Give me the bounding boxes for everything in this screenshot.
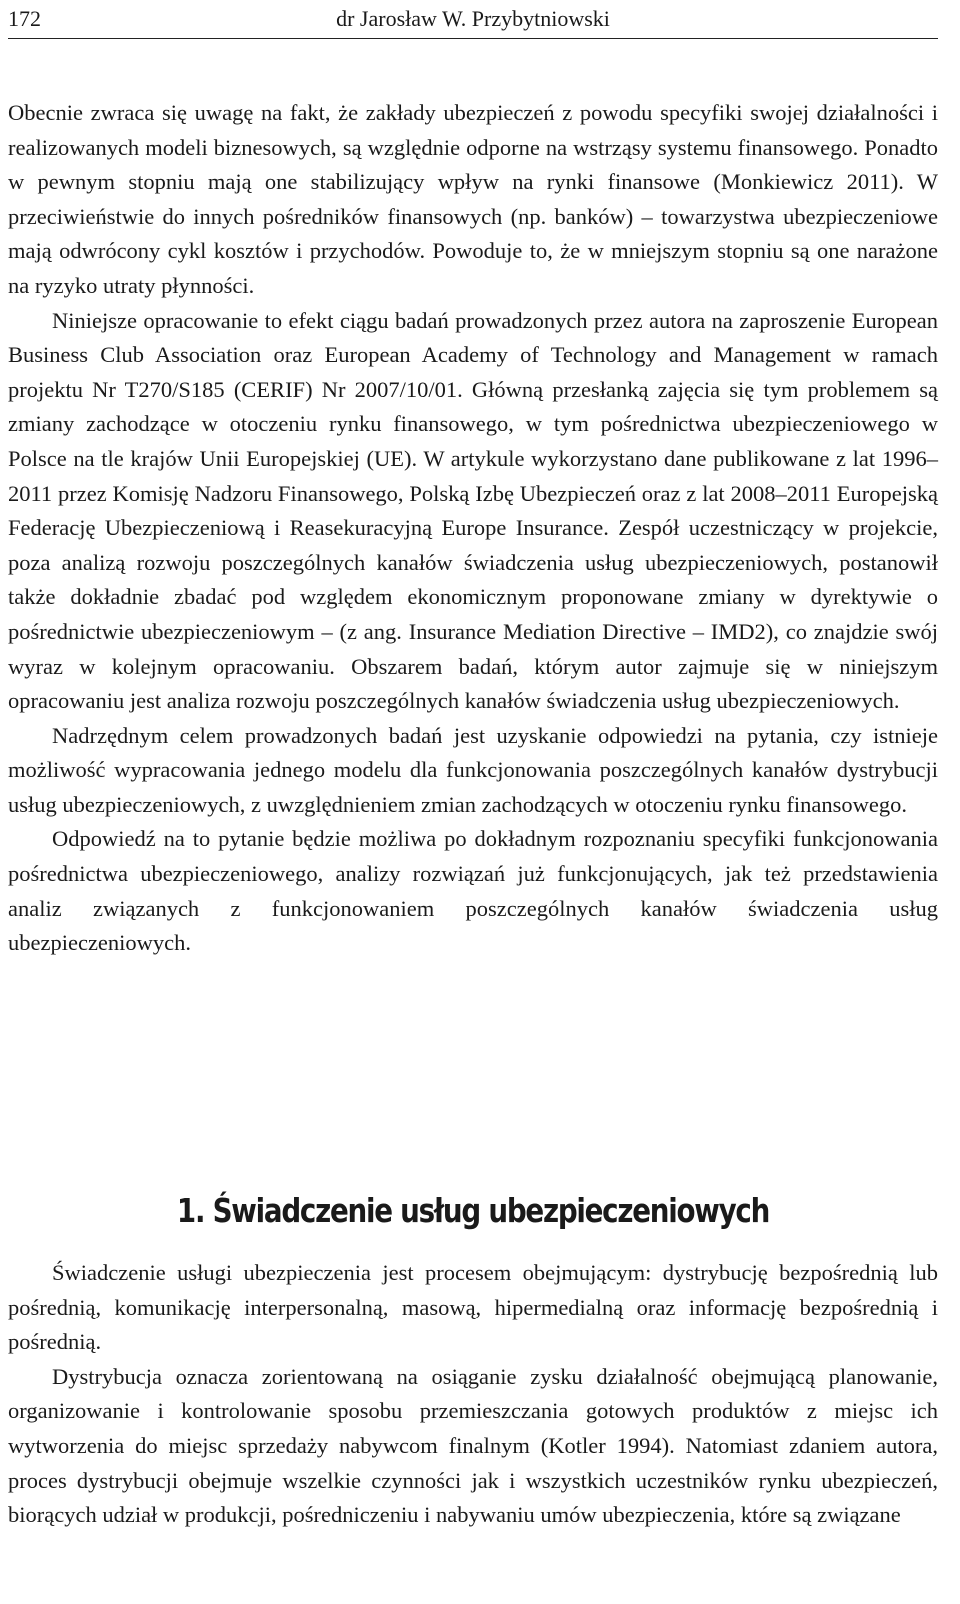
document-page [8, 0, 938, 1604]
running-head-author: dr Jarosław W. Przybytniowski [336, 6, 610, 31]
paragraph-2: Niniejsze opracowanie to efekt ciągu badań prowadzonych przez autora na zaproszenie European Business Club Association oraz European Academy of Technology and Management w ramach projektu Nr T270/S185 (CERIF) Nr 2007/10/01. Główną przesłanką zajęcia się tym problemem są zmiany zachodzące w otoczeniu rynku finansowego, w tym pośrednictwa ubezpieczeniowego w Polsce na tle krajów Unii Europejskiej (UE). W artykule wykorzystano dane publikowane z lat 1996–2011 przez Komisję Nadzoru Finansowego, Polską Izbę Ubezpieczeń oraz z lat 2008–2011 Europejską Federację Ubezpieczeniową i Reasekuracyjną Europe Insurance. Zespół uczestniczący w projekcie, poza analizą rozwoju poszczególnych kanałów świadczenia usług ubezpieczeniowych, postanowił także dokładnie zbadać pod względem ekonomicznym proponowane zmiany w dyrektywie o pośrednictwie ubezpieczeniowym – (z ang. Insurance Mediation Directive – IMD2), co znajdzie swój wyraz w kolejnym opracowaniu. Obszarem badań, którym autor zajmuje się w niniejszym opracowaniu jest analiza rozwoju poszczególnych kanałów świadczenia usług ubezpieczeniowych. [8, 307, 938, 714]
paragraph-4: Odpowiedź na to pytanie będzie możliwa po dokładnym rozpoznaniu specyfiki funkcjonowania pośrednictwa ubezpieczeniowego, analizy rozwiązań już funkcjonujących, jak też przedstawienia analiz związanych z funkcjonowaniem poszczególnych kanałów świadczenia usług ubezpieczeniowych. [8, 826, 938, 956]
intro-text [8, 96, 938, 961]
section-text [8, 1256, 938, 1533]
page-number: 172 [8, 6, 41, 31]
paragraph-6: Dystrybucja oznacza zorientowaną na osiąganie zysku działalność obejmującą planowanie, organizowanie i kontrolowanie sposobu przemieszczania gotowych produktów z miejsc ich wytworzenia do miejsc sprzedaży nabywcom finalnym (Kotler 1994). Natomiast zdaniem autora, proces dystrybucji obejmuje wszelkie czynności jak i wszystkich uczestników rynku ubezpieczeń, biorących udział w produkcji, pośredniczeniu i nabywaniu umów ubezpieczenia, które są związane [8, 1363, 938, 1528]
paragraph-1: Obecnie zwraca się uwagę na fakt, że zakłady ubezpieczeń z powodu specyfiki swojej działalności i realizowanych modeli biznesowych, są względnie odporne na wstrząsy systemu finansowego. Ponadto w pewnym stopniu mają one stabilizujący wpływ na rynki finansowe (Monkiewicz 2011). W przeciwieństwie do innych pośredników finansowych (np. banków) – towarzystwa ubezpieczeniowe mają odwrócony cykl kosztów i przychodów. Powoduje to, że w mniejszym stopniu są one narażone na ryzyko utraty płynności. [8, 100, 938, 298]
paragraph-5: Świadczenie usługi ubezpieczenia jest procesem obejmującym: dystrybucję bezpośrednią lub pośrednią, komunikację interpersonalną, masową, hipermedialną oraz informację bezpośrednią i pośrednią. [8, 1260, 938, 1355]
running-head [8, 2, 938, 36]
header-rule [8, 38, 938, 39]
section-heading: 1. Świadczenie usług ubezpieczeniowych [176, 1191, 770, 1230]
paragraph-3: Nadrzędnym celem prowadzonych badań jest uzyskanie odpowiedzi na pytania, czy istnieje możliwość wypracowania jednego modelu dla funkcjonowania poszczególnych kanałów dystrybucji usług ubezpieczeniowych, z uwzględnieniem zmian zachodzących w otoczeniu rynku finansowego. [8, 722, 938, 817]
